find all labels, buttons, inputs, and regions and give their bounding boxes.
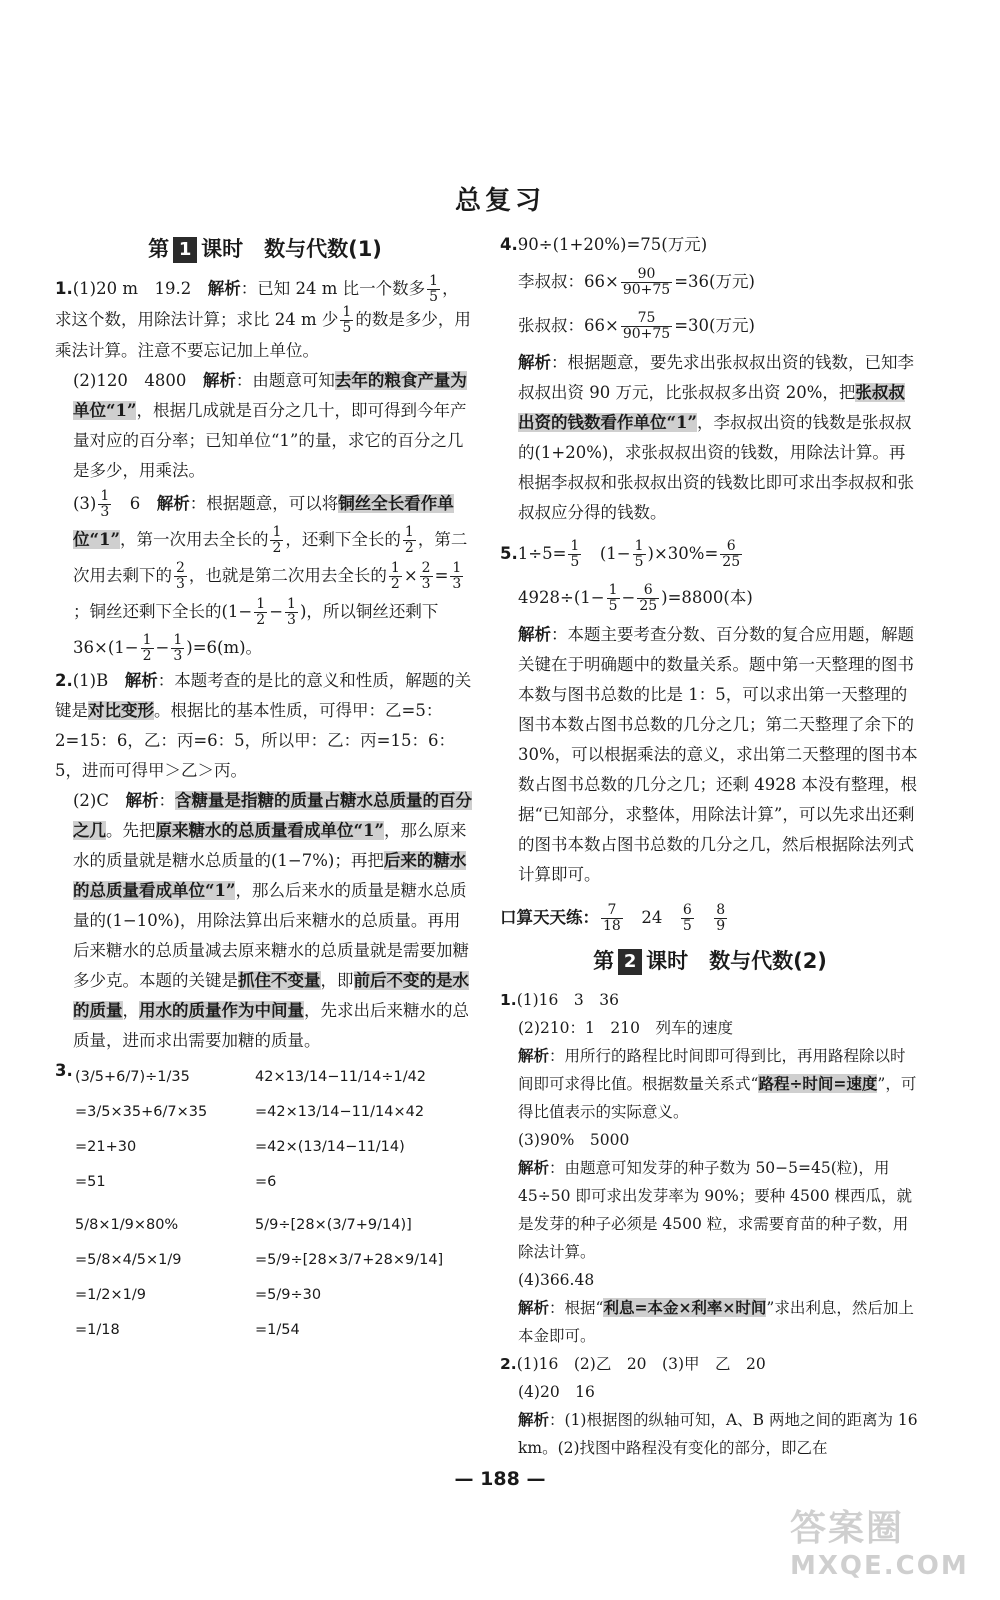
text: 4928÷(1− (518, 588, 605, 607)
lesson-1-title: 课时 数与代数(1) (201, 237, 382, 261)
analysis (500, 1294, 920, 1350)
answer: (4)20 16 (518, 1383, 595, 1401)
answer: (3) (73, 494, 97, 513)
text: =36(万元) (674, 272, 755, 291)
analysis-label: 解析 (156, 494, 190, 513)
highlight: 路程÷时间=速度 (758, 1074, 878, 1093)
text: )=6(m)。 (186, 638, 263, 657)
text: ：用所行的路程比时间即可得到比，再用路程除以时间即可求得比值。根据数量关系式“ (518, 1047, 906, 1093)
fraction: $\frac{1}{5}$ (608, 582, 618, 614)
question-1-3 (55, 486, 475, 666)
oral-answer: 24 (641, 908, 663, 927)
text: )×30%= (647, 544, 719, 563)
text: =30(万元) (674, 316, 755, 335)
fraction: $\frac{1}{3}$ (100, 488, 110, 520)
answer: (4)366.48 (518, 1271, 595, 1289)
analysis-label: 解析 (518, 353, 551, 372)
calc-line: =5/9÷[28×3/7+28×9/14] (255, 1252, 444, 1268)
analysis-label: 解析 (125, 791, 159, 810)
fraction: $\frac{1}{5}$ (342, 304, 352, 336)
text: ：由题意可知 (235, 371, 335, 390)
highlight: 铜丝全长看作单位“1” (73, 494, 454, 549)
text: ，那么后来水的质量是糖水总质量的(1−10%)，用除法算出后来糖水的总质量。再用后来糖水的总质量减去原来糖水的总质量就是需要加糖多少克。本题的关键是 (73, 881, 469, 990)
text: 的数是多少，用乘法计算。注意不要忘记加上单位。 (55, 310, 471, 360)
question-1-2 (55, 366, 475, 486)
fraction: $\frac{75}{90+75}$ (622, 310, 671, 342)
question-2-1 (55, 666, 475, 786)
text: − (621, 588, 636, 607)
analysis-label: 解析 (518, 1047, 550, 1065)
question-1-1 (55, 274, 475, 366)
watermark-text: MXQE.COM (790, 1551, 969, 1581)
calc-line: =51 (75, 1174, 106, 1190)
text: ：本题考查的是比的意义和性质，解题的关键是 (55, 671, 472, 720)
question-number: 1. (55, 279, 73, 298)
fraction: $\frac{8}{9}$ (716, 902, 726, 934)
highlight: 张叔叔出资的钱数看作单位“1” (518, 383, 905, 432)
fraction: $\frac{2}{3}$ (176, 560, 185, 592)
fraction: $\frac{1}{2}$ (404, 524, 414, 556)
right-column (500, 230, 920, 1462)
lesson-2-title: 课时 数与代数(2) (646, 949, 827, 973)
oral-practice-label: 口算天天练： (500, 908, 599, 927)
fraction: $\frac{6}{25}$ (722, 538, 741, 570)
answer: (1)B (72, 671, 125, 690)
question-3 (55, 1056, 475, 1386)
oral-practice (500, 894, 920, 942)
text: ，根据几成就是百分之几十，即可得到今年产量对应的百分率；已知单位“1”的量，求它的百分之几是多少，用乘法。 (73, 401, 467, 480)
watermark (790, 1506, 980, 1586)
text: ， (122, 1001, 139, 1020)
lesson-2-number: 2 (618, 949, 642, 975)
left-column (55, 230, 475, 1386)
text: ，那么原来水的质量就是糖水总质量的(1−7%)；再把 (73, 821, 467, 870)
text: ，还剩下全长的 (285, 530, 401, 549)
answer: (2)120 4800 (73, 371, 203, 390)
question-number: 4. (500, 235, 518, 254)
fraction: $\frac{1}{3}$ (287, 596, 296, 628)
question-number: 2. (55, 671, 73, 690)
answer: (1)16 3 36 (516, 991, 619, 1009)
analysis-label: 解析 (518, 625, 551, 644)
fraction: $\frac{6}{5}$ (682, 902, 692, 934)
text: 1÷5= (517, 544, 567, 563)
highlight: 利息=本金×利率×时间 (603, 1298, 767, 1317)
lesson-1-prefix: 第 (148, 237, 170, 261)
text: ： (158, 791, 175, 810)
calc-line: =42×13/14−11/14×42 (255, 1104, 425, 1120)
highlight: 含糖量是指糖的质量占糖水总质量的百分之几 (73, 791, 472, 840)
fraction: $\frac{1}{5}$ (570, 538, 580, 570)
text: )=8800(本) (661, 588, 753, 607)
analysis-label: 解析 (207, 279, 241, 298)
fraction: $\frac{1}{2}$ (390, 560, 400, 592)
text: ：已知 24 m 比一个数多 (240, 279, 426, 298)
analysis-label: 解析 (518, 1299, 550, 1317)
text: 。先把 (106, 821, 156, 840)
question-2-2 (55, 786, 475, 1056)
text: ，即 (320, 971, 354, 990)
text: ”求出利息，然后加上本金即可。 (518, 1299, 914, 1345)
question-5-analysis (500, 620, 920, 890)
text: ，求这个数，用除法计算；求比 24 m 少 (55, 279, 459, 329)
answer: 6 (113, 494, 157, 513)
lesson-1-heading (55, 232, 475, 266)
calc-line: =1/54 (255, 1322, 300, 1338)
question-4 (500, 230, 920, 260)
calc-line: =21+30 (75, 1139, 137, 1155)
calc-line: (3/5+6/7)÷1/35 (75, 1069, 190, 1085)
answer: (1)16 (2)乙 20 (3)甲 乙 20 (516, 1355, 766, 1373)
highlight: 前后不变的是水的质量 (73, 971, 469, 1020)
lesson-2-heading (500, 944, 920, 978)
answer: (3)90% 5000 (518, 1131, 630, 1149)
highlight: 去年的粮食产量为单位“1” (73, 371, 467, 420)
text: ：本题主要考查分数、百分数的复合应用题，解题关键在于明确题中的数量关系。题中第一天整理的图书本数与图书总数的比是 1：5，可以求出第一天整理的图书本数占图书总数的几分之几；第二天整理了余下的 30%，可以根据乘法的意义，求出第二天整理的图书本数占图书总数的几分之几；还剩 4928 本没有整理，根据“已知部分，求整体，用除法计算”，可以先求出还剩的图书本数占图书总数的几分之几，然后根据除法列式计算即可。 (518, 625, 918, 884)
question-4-line-2 (500, 260, 920, 304)
fraction: $\frac{2}{3}$ (421, 560, 431, 592)
fraction: $\frac{1}{2}$ (256, 596, 266, 628)
text: − (269, 602, 284, 621)
text: ，李叔叔出资的钱数是张叔叔的(1+20%)，求张叔叔出资的钱数，用除法计算。再根据李叔叔和张叔叔出资的钱数比即可求出李叔叔和张叔叔应分得的钱数。 (518, 413, 914, 522)
text: − (155, 638, 170, 657)
text: = (434, 566, 449, 585)
text: ：根据题意，可以将 (189, 494, 339, 513)
calc-line: =1/2×1/9 (75, 1287, 146, 1303)
fraction: $\frac{1}{3}$ (173, 632, 183, 664)
analysis-label: 解析 (518, 1159, 550, 1177)
text: ；铜丝还剩下全长的(1− (73, 602, 253, 621)
text: ：(1)根据图的纵轴可知，A、B 两地之间的距离为 16 km。(2)找图中路程没有变化的部分，即乙在 (518, 1411, 918, 1457)
calc-line: =1/18 (75, 1322, 120, 1338)
calc-line: 90÷(1+20%)=75(万元) (517, 235, 708, 254)
text: ，先求出后来糖水的总质量，进而求出需要加糖的质量。 (73, 1001, 469, 1050)
highlight: 原来糖水的总质量看成单位“1” (155, 821, 384, 840)
text: ”，可得比值表示的实际意义。 (518, 1075, 917, 1121)
watermark-logo: 答案圈 (790, 1508, 905, 1549)
question-number: 2. (500, 1355, 517, 1373)
fraction: $\frac{1}{5}$ (634, 538, 644, 570)
question-4-analysis (500, 348, 920, 528)
text: ，第一次用去全长的 (119, 530, 269, 549)
calc-line: 5/9÷[28×(3/7+9/14)] (255, 1217, 412, 1233)
text: 张叔叔：66× (518, 316, 619, 335)
analysis-label: 解析 (518, 1411, 550, 1429)
question-number: 3. (55, 1061, 73, 1080)
calc-line: 42×13/14−11/14÷1/42 (255, 1069, 427, 1085)
calc-line: 5/8×1/9×80% (75, 1217, 179, 1233)
lesson-2-prefix: 第 (593, 949, 615, 973)
text: )，所以铜丝还剩下 36×(1− (73, 602, 439, 657)
page-number-value: 188 (480, 1468, 520, 1490)
question-5 (500, 532, 920, 576)
calc-line: =3/5×35+6/7×35 (75, 1104, 208, 1120)
highlight: 用水的质量作为中间量 (139, 1001, 304, 1020)
lesson-2-q2 (500, 1350, 920, 1378)
answer: (1)20 m 19.2 (72, 279, 208, 298)
analysis (500, 1406, 920, 1462)
calc-line: =5/8×4/5×1/9 (75, 1252, 182, 1268)
fraction: $\frac{6}{25}$ (639, 582, 658, 614)
calc-column-2 (255, 1060, 443, 1348)
analysis (500, 1154, 920, 1266)
calc-line: =6 (255, 1174, 277, 1190)
answer: (2)C (73, 791, 126, 810)
calc-line: =42×(13/14−11/14) (255, 1139, 405, 1155)
fraction: $\frac{1}{2}$ (142, 632, 152, 664)
highlight: 后来的糖水的总质量看成单位“1” (73, 851, 467, 900)
fraction: $\frac{7}{18}$ (603, 902, 621, 934)
highlight: 对比变形 (88, 701, 154, 720)
lesson-2-q1 (500, 986, 920, 1014)
lesson-1-number: 1 (173, 237, 197, 263)
analysis-label: 解析 (124, 671, 158, 690)
analysis-label: 解析 (202, 371, 236, 390)
text: ，也就是第二次用去全长的 (188, 566, 387, 585)
page-number: — 188 — (454, 1468, 546, 1490)
fraction: $\frac{1}{2}$ (272, 524, 282, 556)
text: ：根据“ (549, 1299, 604, 1317)
fraction: $\frac{1}{5}$ (429, 273, 439, 305)
question-number: 5. (500, 544, 518, 563)
question-4-line-3 (500, 304, 920, 348)
text: 。根据比的基本性质，可得甲：乙=5：2=15：6，乙：丙=6：5，所以甲：乙：丙=15：6：5，进而可得甲＞乙＞丙。 (55, 701, 455, 780)
question-number: 1. (500, 991, 517, 1009)
text: ：由题意可知发芽的种子数为 50−5=45(粒)，用 45÷50 即可求出发芽率为 90%；要种 4500 棵西瓜，就是发芽的种子必须是 4500 粒，求需要育苗的种子数，用除法计算。 (518, 1159, 913, 1261)
page-title: 总复习 (454, 186, 545, 216)
question-5-line-2 (500, 576, 920, 620)
highlight: 抓住不变量 (238, 971, 321, 990)
fraction: $\frac{90}{90+75}$ (622, 266, 671, 298)
fraction: $\frac{1}{3}$ (452, 560, 462, 592)
lesson-2-body (500, 986, 920, 1462)
text: (1− (599, 544, 631, 563)
analysis (500, 1042, 920, 1126)
text: 李叔叔：66× (518, 272, 619, 291)
text: × (403, 566, 418, 585)
calc-column-1 (75, 1060, 207, 1348)
calc-line: =5/9÷30 (255, 1287, 322, 1303)
text: ：根据题意，要先求出张叔叔出资的钱数，已知李叔叔出资 90 万元，比张叔叔多出资 20%，把 (518, 353, 914, 402)
answer: (2)210：1 210 列车的速度 (518, 1019, 733, 1037)
text: ，第二次用去剩下的 (73, 530, 468, 585)
